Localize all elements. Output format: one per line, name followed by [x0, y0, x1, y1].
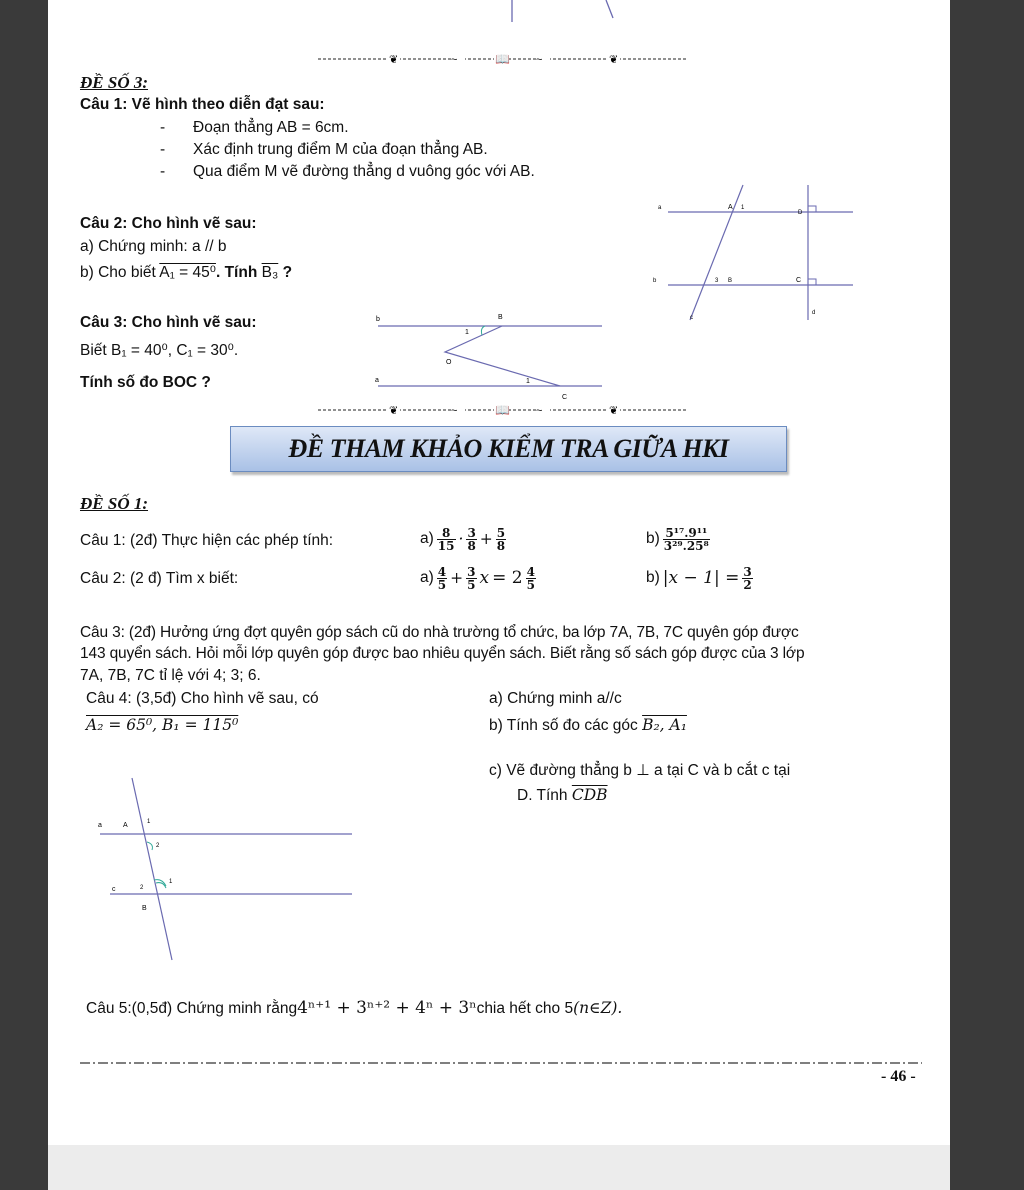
numerator: 3	[467, 525, 476, 540]
fraction	[466, 566, 476, 591]
svg-text:📖: 📖	[495, 52, 510, 66]
list-bullet: -	[160, 163, 166, 180]
abs-expression: |x − 1| =	[662, 568, 740, 588]
fig4-label-2: 2	[156, 843, 160, 849]
de1-cau2-label: Câu 2: (2 đ) Tìm x biết:	[80, 570, 239, 587]
de3-cau2-a: a) Chứng minh: a // b	[80, 238, 227, 255]
de1-cau3-line: 143 quyển sách. Hỏi mỗi lớp quyên góp được bao nhiêu quyển sách. Biết rằng số sách góp được của 3 lớp	[80, 645, 805, 662]
figure-cau3-boc	[370, 306, 610, 406]
de1-cau2-a	[420, 557, 536, 599]
variable-x: x	[479, 568, 490, 588]
svg-text:~: ~	[451, 54, 458, 66]
condition: (n∈Z).	[573, 999, 623, 1017]
fig3-label-1b: 1	[526, 378, 530, 385]
fig2-label-B: B	[728, 278, 733, 284]
angles-b2-a1: B₂, A₁	[642, 716, 687, 734]
svg-text:❦: ❦	[389, 54, 399, 66]
fig4-label-1: 1	[147, 819, 151, 825]
svg-text:❦: ❦	[609, 54, 619, 66]
numerator: 4	[526, 564, 535, 579]
text-run: chia hết cho 5	[476, 1000, 574, 1017]
fig2-label-a: a	[658, 205, 662, 211]
de1-cau3-line: Câu 3: (2đ) Hưởng ứng đợt quyên góp sách cũ do nhà trường tổ chức, ba lớp 7A, 7B, 7C quyên góp được	[80, 624, 799, 641]
de1-cau1-label: Câu 1: (2đ) Thực hiện các phép tính:	[80, 532, 334, 549]
denominator: 5	[526, 577, 535, 592]
fig4-label-1b: 1	[169, 879, 173, 885]
text-run: D. Tính	[517, 787, 572, 804]
text-run: b) Cho biết	[80, 264, 160, 281]
figure-cau2-parallel	[648, 180, 858, 330]
de3-cau3-given: Biết B₁ = 40⁰, C₁ = 30⁰.	[80, 342, 239, 359]
fraction	[466, 527, 476, 552]
angle-b3: B₃	[261, 264, 279, 281]
item-prefix: b)	[646, 530, 660, 547]
de1-cau1-b	[646, 518, 710, 560]
fig2-label-C: C	[796, 277, 802, 284]
cutoff-figure	[500, 0, 620, 25]
de3-cau1-label: Câu 1: Vẽ hình theo diễn đạt sau:	[80, 96, 325, 113]
de1-cau4-b	[489, 716, 687, 735]
page-number: - 46 -	[881, 1068, 916, 1085]
ornament-divider	[318, 52, 686, 66]
de1-cau4-given: A₂ = 65⁰, B₁ = 115⁰	[86, 716, 239, 734]
fig3-label-B: B	[498, 314, 503, 321]
de1-title: ĐỀ SỐ 1:	[80, 494, 149, 513]
fig2-label-b: b	[653, 278, 657, 284]
de1-cau4-label: Câu 4: (3,5đ) Cho hình vẽ sau, có	[86, 690, 319, 707]
fraction	[742, 566, 752, 591]
fraction	[496, 527, 506, 552]
power-expression: 4ⁿ⁺¹ + 3ⁿ⁺² + 4ⁿ + 3ⁿ	[297, 998, 477, 1018]
item-prefix: a)	[420, 530, 434, 547]
numerator: 3	[467, 564, 476, 579]
fraction	[437, 566, 447, 591]
numerator: 8	[437, 527, 456, 540]
fig2-label-3: 3	[715, 278, 719, 284]
svg-text:~: ~	[451, 405, 458, 417]
denominator: 5	[467, 577, 476, 592]
fig2-label-d: d	[812, 310, 816, 316]
svg-text:❦: ❦	[609, 405, 619, 417]
denominator: 8	[467, 538, 476, 553]
de3-cau3-label: Câu 3: Cho hình vẽ sau:	[80, 314, 257, 331]
fig4-label-2b: 2	[140, 885, 144, 891]
de3-cau1-item: Xác định trung điểm M của đoạn thẳng AB.	[193, 141, 488, 158]
de3-cau1-item: Qua điểm M vẽ đường thẳng d vuông góc với AB.	[193, 163, 535, 180]
operator: +	[450, 569, 464, 587]
figure-cau4-parallel	[90, 770, 360, 965]
fig2-label-1: 1	[741, 205, 745, 211]
text-run: ?	[278, 264, 293, 281]
fig2-label-D: D	[798, 210, 803, 216]
section-banner	[230, 426, 787, 472]
fig3-label-1: 1	[465, 329, 469, 336]
de1-cau1-a	[420, 518, 506, 560]
numerator: 5¹⁷.9¹¹	[663, 527, 710, 540]
denominator: 8	[496, 538, 506, 553]
fig3-label-O: O	[446, 359, 452, 366]
denominator: 3²⁹.25⁸	[663, 538, 709, 553]
fig4-label-A: A	[123, 822, 128, 829]
numerator: 5	[496, 525, 506, 540]
denominator: 15	[437, 538, 455, 553]
fig4-label-B: B	[142, 905, 147, 912]
fraction	[663, 527, 710, 552]
svg-text:~: ~	[536, 54, 543, 66]
de1-cau4-a: a) Chứng minh a//c	[489, 690, 622, 707]
ornament-divider	[318, 403, 686, 417]
fraction	[437, 527, 456, 552]
fig4-label-a: a	[98, 822, 102, 829]
banner-title: ĐỀ THAM KHẢO KIỂM TRA GIỮA HKI	[288, 434, 729, 463]
text-run: b) Tính số đo các góc	[489, 717, 643, 734]
fig2-label-c: c	[690, 315, 693, 321]
fig3-label-a: a	[375, 377, 379, 384]
operator: +	[479, 530, 493, 548]
item-prefix: a)	[420, 569, 434, 586]
denominator: 2	[743, 577, 752, 592]
operator: ·	[458, 530, 464, 548]
item-prefix: b)	[646, 569, 660, 586]
svg-text:❦: ❦	[389, 405, 399, 417]
de3-title: ĐỀ SỐ 3:	[80, 73, 149, 92]
numerator: 4	[437, 564, 447, 579]
de1-cau3-line: 7A, 7B, 7C tỉ lệ với 4; 3; 6.	[80, 667, 261, 684]
fig3-label-b: b	[376, 316, 380, 323]
numerator: 3	[743, 564, 752, 579]
de1-cau4-c: c) Vẽ đường thẳng b ⊥ a tại C và b cắt c tại	[489, 762, 791, 779]
de1-cau4-c-cont	[517, 786, 608, 805]
denominator: 5	[437, 577, 447, 592]
list-bullet: -	[160, 141, 166, 158]
svg-text:~: ~	[536, 405, 543, 417]
equals-two: = 2	[492, 568, 523, 588]
svg-text:📖: 📖	[495, 403, 510, 417]
angle-a1: A₁ = 45⁰	[159, 264, 216, 281]
fig2-label-A: A	[728, 204, 733, 211]
list-bullet: -	[160, 119, 166, 136]
text-run: . Tính	[215, 264, 262, 281]
de3-cau2-label: Câu 2: Cho hình vẽ sau:	[80, 215, 257, 232]
viewer-bottom-band	[48, 1145, 950, 1190]
fraction	[526, 566, 536, 591]
footer-rule	[80, 1060, 922, 1066]
text-run: Câu 5:(0,5đ) Chứng minh rằng	[86, 1000, 298, 1017]
fig3-label-C: C	[562, 394, 568, 401]
de3-cau1-item: Đoạn thẳng AB = 6cm.	[193, 119, 349, 136]
de1-cau5	[86, 999, 622, 1018]
de3-cau2-b	[80, 264, 292, 282]
de3-cau3-ask: Tính số đo BOC ?	[80, 374, 211, 391]
fig4-label-c: c	[112, 886, 116, 893]
de1-cau2-b	[646, 557, 753, 599]
angle-cdb: $\overline{CDB}$	[571, 786, 608, 804]
